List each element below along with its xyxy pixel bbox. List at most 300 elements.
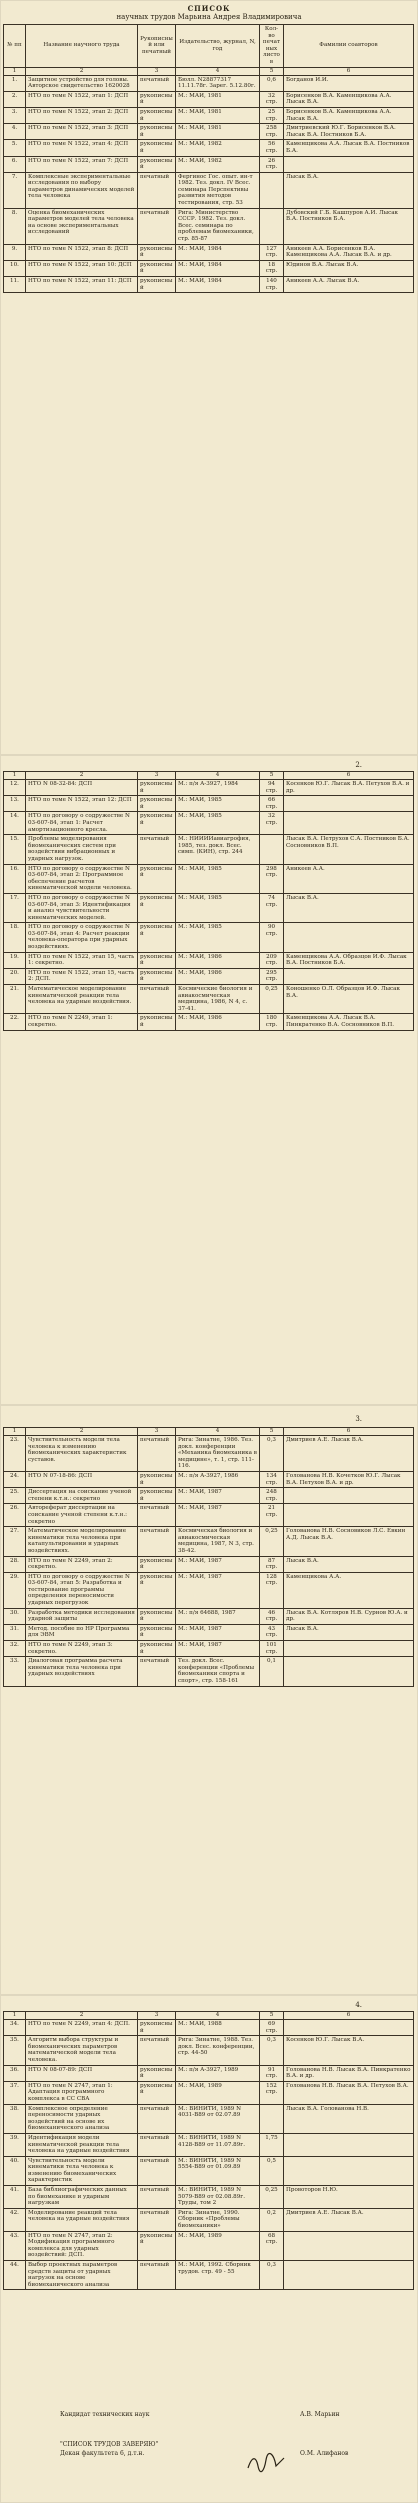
column-header-number: № пп (4, 25, 26, 68)
work-kind: рукописный (138, 277, 176, 293)
work-coauthors: Лысак В.А. Голованова Н.В. (284, 2104, 414, 2133)
document-page-3 (0, 1405, 418, 1995)
work-kind: печатный (138, 835, 176, 864)
work-publisher: М.: МАИ, 1981 (176, 91, 260, 107)
work-title: НТО по теме N 2249, этап 1: секретно. (26, 1014, 138, 1030)
work-volume: 0,6 (260, 75, 284, 91)
work-volume: 94 стр. (260, 780, 284, 796)
work-volume: 101 стр. (260, 1641, 284, 1657)
table-row (4, 1488, 414, 1504)
table-row (4, 952, 414, 968)
work-publisher: М.: МАИ, 1992. Сборник трудов. стр. 49 - 55 (176, 2261, 260, 2290)
work-volume: 0,25 (260, 1527, 284, 1556)
column-number: 1 (4, 2012, 26, 2020)
table-row (4, 1436, 414, 1472)
work-title: Моделирование реакций тела человека на ударные воздействия (26, 2208, 138, 2231)
work-title: НТО N 07-18-86: ДСП (26, 1471, 138, 1487)
work-title: НТО по теме N 1522, этап 4: ДСП (26, 140, 138, 156)
work-title: Идентификация модели кинематической реакции тела человека на ударные воздействия (26, 2133, 138, 2156)
row-number: 3. (4, 107, 26, 123)
table-row (4, 1608, 414, 1624)
table-row (4, 2261, 414, 2290)
column-header-publisher: Издательство, журнал, N, год (176, 25, 260, 68)
work-title: НТО по договору о содружестве N 03-607-84, этап 4: Расчет реакции человека-оператора при ударных воздействиях. (26, 923, 138, 952)
work-volume: 90 стр. (260, 923, 284, 952)
work-title: НТО по теме N 2249, этап 2: секретно. (26, 1556, 138, 1572)
table-row (4, 277, 414, 293)
work-title: НТО по теме N 1522, этап 7: ДСП (26, 156, 138, 172)
table-row (4, 2065, 414, 2081)
table-row (4, 1527, 414, 1556)
work-publisher: М.: МАИ, 1989 (176, 2231, 260, 2260)
work-coauthors: Голованова Н.В. Лысак В.А. Петухов В.А. (284, 2081, 414, 2104)
work-kind: рукописный (138, 107, 176, 123)
work-coauthors (284, 1504, 414, 1527)
handwritten-signature (246, 2452, 286, 2474)
work-coauthors (284, 923, 414, 952)
row-number: 8. (4, 208, 26, 244)
column-number: 2 (26, 67, 138, 75)
work-volume: 298 стр. (260, 864, 284, 893)
work-volume: 46 стр. (260, 1608, 284, 1624)
work-kind: рукописный (138, 2020, 176, 2036)
work-volume: 140 стр. (260, 277, 284, 293)
row-number: 19. (4, 952, 26, 968)
row-number: 14. (4, 812, 26, 835)
work-volume: 1,75 (260, 2133, 284, 2156)
work-coauthors (284, 796, 414, 812)
row-number: 31. (4, 1624, 26, 1640)
column-number: 4 (176, 772, 260, 780)
work-coauthors: Голованова Н.В. Сосновиков Л.С. Евкин А.Д. Лысак В.А. (284, 1527, 414, 1556)
row-number: 30. (4, 1608, 26, 1624)
document-subtitle: научных трудов Марьина Андрея Владимировича (116, 13, 302, 21)
work-coauthors (284, 1657, 414, 1686)
table-row (4, 107, 414, 123)
work-title: НТО по договору о содружестве N 03-607-84, этап 3: Идентификация и анализ чувствительности кинематических моделей. (26, 893, 138, 922)
document-page-2 (0, 755, 418, 1405)
row-number: 24. (4, 1471, 26, 1487)
table-row (4, 1624, 414, 1640)
work-publisher: М.: ВИНИТИ, 1989 N 5554-В89 от 01.09.89 (176, 2156, 260, 2185)
work-publisher: М.: МАИ, 1985 (176, 812, 260, 835)
work-title: НТО по теме N 1522, этап 15, часть 1: секретно. (26, 952, 138, 968)
work-coauthors: Косенков Ю.Г. Лысак В.А. (284, 2036, 414, 2065)
work-coauthors: Лысак В.А. (284, 1624, 414, 1640)
table-row (4, 1641, 414, 1657)
work-kind: рукописный (138, 952, 176, 968)
work-coauthors (284, 2133, 414, 2156)
work-coauthors (284, 156, 414, 172)
work-title: НТО по теме N 2747, этап 2: Модификация программного комплекса для ударных воздействий: ДСП. (26, 2231, 138, 2260)
work-coauthors: Борисенков В.А. Каменщикова А.А. Лысак В.А. (284, 91, 414, 107)
row-number: 13. (4, 796, 26, 812)
work-kind: рукописный (138, 1556, 176, 1572)
work-title: НТО по договору о содружестве N 03-607-84, этап 5: Разработка и тестирование программы определения переносимости ударных перегрузок (26, 1572, 138, 1608)
column-number: 3 (138, 67, 176, 75)
table-row (4, 2231, 414, 2260)
table-row (4, 2208, 414, 2231)
works-table-page-2 (3, 771, 414, 1031)
work-title: НТО по договору о содружестве N 03-607-84, этап 2: Программное обеспечение расчетов кинематической модели человека. (26, 864, 138, 893)
work-publisher: М.: МАИ, 1989 (176, 2081, 260, 2104)
work-publisher: М.: МАИ, 1987 (176, 1556, 260, 1572)
work-volume (260, 2104, 284, 2133)
work-kind: печатный (138, 985, 176, 1014)
row-number: 16. (4, 864, 26, 893)
work-coauthors: Провоторов Н.Ю. (284, 2186, 414, 2209)
table-row (4, 156, 414, 172)
work-publisher: Рига: Министерство СССР. 1982. Тез. докл. Всес. семинара по проблемам биомеханики, стр. 85-87 (176, 208, 260, 244)
work-volume: 152 стр. (260, 2081, 284, 2104)
work-title: База библиографических данных по биомеханике и ударным нагрузкам (26, 2186, 138, 2209)
column-number: 3 (138, 2012, 176, 2020)
work-publisher: М.: МАИ, 1985 (176, 796, 260, 812)
work-volume: 180 стр. (260, 1014, 284, 1030)
column-header-volume: Кол-во печатных листов (260, 25, 284, 68)
author-name: А.В. Марьин (300, 2411, 340, 2418)
table-row (4, 244, 414, 260)
work-volume: 21 стр. (260, 1504, 284, 1527)
work-kind: печатный (138, 1527, 176, 1556)
work-title: Выбор проектных параметров средств защиты от ударных нагрузок на основе биомеханического анализа (26, 2261, 138, 2290)
column-number: 1 (4, 67, 26, 75)
row-number: 21. (4, 985, 26, 1014)
work-title: Проблемы моделирования биомеханических систем при воздействии вибрационных и ударных нагрузок. (26, 835, 138, 864)
work-kind: рукописный (138, 140, 176, 156)
work-publisher: Тез. докл. Всес. конференции «Проблемы биомеханики спорта и спорт», стр. 158-161 (176, 1657, 260, 1686)
work-kind: рукописный (138, 1014, 176, 1030)
work-kind: печатный (138, 2104, 176, 2133)
work-volume: 209 стр. (260, 952, 284, 968)
table-row (4, 893, 414, 922)
table-row (4, 968, 414, 984)
work-volume: 258 стр. (260, 124, 284, 140)
row-number: 37. (4, 2081, 26, 2104)
work-volume: 43 стр. (260, 1624, 284, 1640)
row-number: 34. (4, 2020, 26, 2036)
work-kind: рукописный (138, 2065, 176, 2081)
column-number: 4 (176, 2012, 260, 2020)
work-coauthors: Дмитриев А.Е. Лысак В.А. (284, 1436, 414, 1472)
column-number: 3 (138, 1428, 176, 1436)
work-volume: 32 стр. (260, 812, 284, 835)
works-table-page-4 (3, 2011, 414, 2290)
row-number: 35. (4, 2036, 26, 2065)
work-publisher: Космическая биология и авиакосмическая медицина, 1987, N 3, стр. 38-42. (176, 1527, 260, 1556)
work-volume: 248 стр. (260, 1488, 284, 1504)
table-row (4, 172, 414, 208)
work-coauthors: Косенков Ю.Г. Лысак В.А. Петухов В.А. и др. (284, 780, 414, 796)
column-number: 4 (176, 67, 260, 75)
column-number: 1 (4, 772, 26, 780)
work-publisher: М.: МАИ, 1986 (176, 952, 260, 968)
row-number: 25. (4, 1488, 26, 1504)
work-kind: рукописный (138, 796, 176, 812)
work-volume: 0,25 (260, 2186, 284, 2209)
table-row (4, 1504, 414, 1527)
table-row (4, 1014, 414, 1030)
work-publisher: Рига: Зинатне, 1988. Тез. докл. Всес. конференции, стр. 44-50 (176, 2036, 260, 2065)
table-row (4, 1572, 414, 1608)
work-coauthors: Аникеев А.А. Лысак В.А. (284, 277, 414, 293)
work-volume: 0,2 (260, 2208, 284, 2231)
table-row (4, 1657, 414, 1686)
work-kind: печатный (138, 1504, 176, 1527)
page-number: 2. (355, 761, 362, 769)
work-kind: рукописный (138, 156, 176, 172)
work-volume (260, 208, 284, 244)
work-publisher: М.: п/я А-3927, 1984 (176, 780, 260, 796)
table-row (4, 1556, 414, 1572)
work-coauthors (284, 2231, 414, 2260)
work-title: НТО по договору о содружестве N 03-607-84, этап 1: Расчет амортизационного кресла. (26, 812, 138, 835)
column-number: 5 (260, 2012, 284, 2020)
row-number: 40. (4, 2156, 26, 2185)
work-kind: рукописный (138, 260, 176, 276)
work-coauthors: Юдинов В.А. Лысак В.А. (284, 260, 414, 276)
work-coauthors: Коношенко О.Л. Образцов И.Ф. Лысак В.А. (284, 985, 414, 1014)
work-kind: рукописный (138, 244, 176, 260)
table-row (4, 812, 414, 835)
row-number: 1. (4, 75, 26, 91)
column-number: 2 (26, 772, 138, 780)
column-header-title: Название научного труда (26, 25, 138, 68)
work-title: НТО по теме N 1522, этап 11: ДСП (26, 277, 138, 293)
work-kind: рукописный (138, 1572, 176, 1608)
work-publisher: М.: МАИ, 1982 (176, 140, 260, 156)
work-title: Оценка биомеханических параметров моделей тела человека на основе экспериментальных исследований (26, 208, 138, 244)
table-row (4, 140, 414, 156)
work-kind: рукописный (138, 780, 176, 796)
row-number: 28. (4, 1556, 26, 1572)
work-publisher: М.: МАИ, 1981 (176, 107, 260, 123)
work-kind: рукописный (138, 1471, 176, 1487)
column-number: 1 (4, 1428, 26, 1436)
author-position: Кандидат технических наук (60, 2411, 150, 2418)
column-number: 6 (284, 772, 414, 780)
work-kind: рукописный (138, 1624, 176, 1640)
table-row (4, 2104, 414, 2133)
table-row (4, 780, 414, 796)
work-coauthors: Каменщикова А.А. Лысак В.А. Постников Б.А. (284, 140, 414, 156)
work-coauthors: Голованова Н.В. Лысак В.А. Пинкратенко В.А. и др. (284, 2065, 414, 2081)
work-volume: 0,1 (260, 1657, 284, 1686)
work-title: Математическое моделирование кинематической реакции тела человека на ударные воздействия. (26, 985, 138, 1014)
work-volume: 91 стр. (260, 2065, 284, 2081)
work-publisher: М.: п/я А-3927, 1989 (176, 2065, 260, 2081)
row-number: 41. (4, 2186, 26, 2209)
column-number: 5 (260, 1428, 284, 1436)
work-volume: 26 стр. (260, 156, 284, 172)
work-publisher: М.: МАИ, 1985 (176, 923, 260, 952)
work-publisher: М.: МАИ, 1986 (176, 1014, 260, 1030)
work-coauthors (284, 2261, 414, 2290)
work-title: НТО по теме N 1522, этап 15, часть 2: ДСП. (26, 968, 138, 984)
work-coauthors: Каменщикова А.А. Образцов И.Ф. Лысак В.А. Постников Б.А. (284, 952, 414, 968)
work-coauthors: Богданов И.И. (284, 75, 414, 91)
column-number: 6 (284, 1428, 414, 1436)
document-page-4 (0, 1995, 418, 2503)
document-header (0, 4, 418, 22)
work-coauthors: Аникеев А.А. (284, 864, 414, 893)
work-publisher: М.: п/я А-3927, 1986 (176, 1471, 260, 1487)
column-number: 4 (176, 1428, 260, 1436)
work-kind: печатный (138, 2036, 176, 2065)
work-coauthors: Лысак В.А. (284, 1556, 414, 1572)
row-number: 2. (4, 91, 26, 107)
table-row (4, 2036, 414, 2065)
work-kind: печатный (138, 172, 176, 208)
work-publisher: М.: НИИИИавиагрофия, 1985, тез. докл. Всес. симп. (КИН), стр. 244 (176, 835, 260, 864)
column-number: 6 (284, 67, 414, 75)
work-publisher: М.: МАИ, 1987 (176, 1504, 260, 1527)
work-publisher: М.: МАИ, 1987 (176, 1641, 260, 1657)
work-coauthors (284, 1488, 414, 1504)
document-title: СПИСОК (187, 4, 231, 13)
table-row (4, 2156, 414, 2185)
work-kind: печатный (138, 2156, 176, 2185)
work-publisher: М.: МАИ, 1984 (176, 260, 260, 276)
work-volume: 32 стр. (260, 91, 284, 107)
work-publisher: М.: МАИ, 1985 (176, 893, 260, 922)
work-publisher: М.: МАИ, 1984 (176, 277, 260, 293)
work-coauthors: Аникеев А.А. Борисенков В.А. Каменщикова А.А. Лысак В.А. и др. (284, 244, 414, 260)
work-title: НТО N 08-32-84: ДСП (26, 780, 138, 796)
work-title: Чувствительность модели кинематики тела человека к изменению биомеханических характеристик (26, 2156, 138, 2185)
row-number: 7. (4, 172, 26, 208)
table-row (4, 2186, 414, 2209)
work-volume: 74 стр. (260, 893, 284, 922)
column-header-coauthors: Фамилии соавторов (284, 25, 414, 68)
table-row (4, 2020, 414, 2036)
table-row (4, 208, 414, 244)
table-row (4, 124, 414, 140)
row-number: 12. (4, 780, 26, 796)
work-title: НТО по теме N 2747, этап 1: Адаптация программного комплекса в СС СВА (26, 2081, 138, 2104)
work-coauthors: Лысак В.А. (284, 172, 414, 208)
row-number: 11. (4, 277, 26, 293)
row-number: 9. (4, 244, 26, 260)
certification-label: "СПИСОК ТРУДОВ ЗАВЕРЯЮ" (60, 2441, 159, 2448)
work-kind: печатный (138, 1436, 176, 1472)
work-volume: 87 стр. (260, 1556, 284, 1572)
work-title: НТО по теме N 2249, этап 3: секретно. (26, 1641, 138, 1657)
work-kind: рукописный (138, 923, 176, 952)
work-publisher: Фергинос Гос. опыт. ин-т 1982. Тез. докл. IV Всес. семинара Перспективы развития методов тестирования, стр. 53 (176, 172, 260, 208)
work-volume: 295 стр. (260, 968, 284, 984)
row-number: 42. (4, 2208, 26, 2231)
table-row (4, 75, 414, 91)
work-title: НТО по теме N 1522, этап 8: ДСП (26, 244, 138, 260)
row-number: 22. (4, 1014, 26, 1030)
row-number: 5. (4, 140, 26, 156)
work-volume (260, 835, 284, 864)
row-number: 43. (4, 2231, 26, 2260)
column-number: 5 (260, 67, 284, 75)
row-number: 26. (4, 1504, 26, 1527)
row-number: 32. (4, 1641, 26, 1657)
work-title: Алгоритм выбора структуры и биомеханических параметров математической модели тела человека. (26, 2036, 138, 2065)
work-kind: рукописный (138, 91, 176, 107)
work-title: Разработка методики исследования ударной защиты (26, 1608, 138, 1624)
work-coauthors (284, 968, 414, 984)
works-table-page-3 (3, 1427, 414, 1687)
row-number: 6. (4, 156, 26, 172)
work-kind: печатный (138, 208, 176, 244)
page-number: 3. (355, 1415, 362, 1423)
work-publisher: Рига: Зинатне, 1986. Тез. докл. конференции «Механика биомеханика в медицине», т. 1, стр. 111-116. (176, 1436, 260, 1472)
work-publisher: М.: ВИНИТИ, 1989 N 4128-В89 от 11.07.89г. (176, 2133, 260, 2156)
table-row (4, 985, 414, 1014)
certifier-role: Декан факультета 6, д.т.н. (60, 2450, 145, 2457)
work-volume: 128 стр. (260, 1572, 284, 1608)
work-volume: 0,3 (260, 1436, 284, 1472)
work-kind: рукописный (138, 1488, 176, 1504)
table-row (4, 835, 414, 864)
work-kind: рукописный (138, 893, 176, 922)
work-publisher: М.: МАИ, 1984 (176, 244, 260, 260)
column-number: 2 (26, 2012, 138, 2020)
row-number: 20. (4, 968, 26, 984)
work-volume: 0,5 (260, 2156, 284, 2185)
work-title: НТО N 08-07-89: ДСП (26, 2065, 138, 2081)
work-title: Математическое моделирование кинематики тела человека при катапультировании и ударных воздействиях. (26, 1527, 138, 1556)
work-kind: рукописный (138, 2081, 176, 2104)
work-title: Автореферат диссертации на соискание ученой степени к.т.н.: секретно (26, 1504, 138, 1527)
work-kind: рукописный (138, 124, 176, 140)
work-publisher: М.: МАИ, 1988 (176, 2020, 260, 2036)
work-coauthors (284, 2020, 414, 2036)
row-number: 18. (4, 923, 26, 952)
works-table-page-1 (3, 24, 414, 293)
table-row (4, 2081, 414, 2104)
work-kind: печатный (138, 1657, 176, 1686)
work-title: Комплексное определение переносимости ударных воздействий на основе их биомеханического анализа (26, 2104, 138, 2133)
column-number: 6 (284, 2012, 414, 2020)
table-row (4, 91, 414, 107)
work-volume: 69 стр. (260, 2020, 284, 2036)
row-number: 33. (4, 1657, 26, 1686)
work-volume: 66 стр. (260, 796, 284, 812)
work-title: НТО по теме N 1522, этап 2: ДСП (26, 107, 138, 123)
work-volume: 18 стр. (260, 260, 284, 276)
work-kind: рукописный (138, 812, 176, 835)
work-publisher: М.: МАИ, 1986 (176, 968, 260, 984)
work-volume: 25 стр. (260, 107, 284, 123)
work-coauthors: Дмитриев А.Е. Лысак В.А. (284, 2208, 414, 2231)
work-volume: 0,25 (260, 985, 284, 1014)
column-number: 3 (138, 772, 176, 780)
work-volume: 0,3 (260, 2036, 284, 2065)
column-number: 2 (26, 1428, 138, 1436)
work-volume: 0,3 (260, 2261, 284, 2290)
row-number: 44. (4, 2261, 26, 2290)
table-row (4, 2133, 414, 2156)
work-kind: печатный (138, 2261, 176, 2290)
work-publisher: М.: МАИ, 1987 (176, 1572, 260, 1608)
work-volume: 127 стр. (260, 244, 284, 260)
work-coauthors: Дмитриевский Ю.Г. Борисенков В.А. Лысак В.А. Постников Б.А. (284, 124, 414, 140)
work-title: Комплексные экспериментальные исследования по выбору параметров динамических моделей тела человека (26, 172, 138, 208)
work-title: НТО по теме N 1522, этап 3: ДСП (26, 124, 138, 140)
document-page-1 (0, 0, 418, 755)
table-row (4, 864, 414, 893)
work-publisher: Бюлл. N28877317 11.11.78г. Зарег. 5.12.80г. (176, 75, 260, 91)
row-number: 4. (4, 124, 26, 140)
work-kind: печатный (138, 2208, 176, 2231)
work-title: НТО по теме N 1522, этап 12: ДСП (26, 796, 138, 812)
